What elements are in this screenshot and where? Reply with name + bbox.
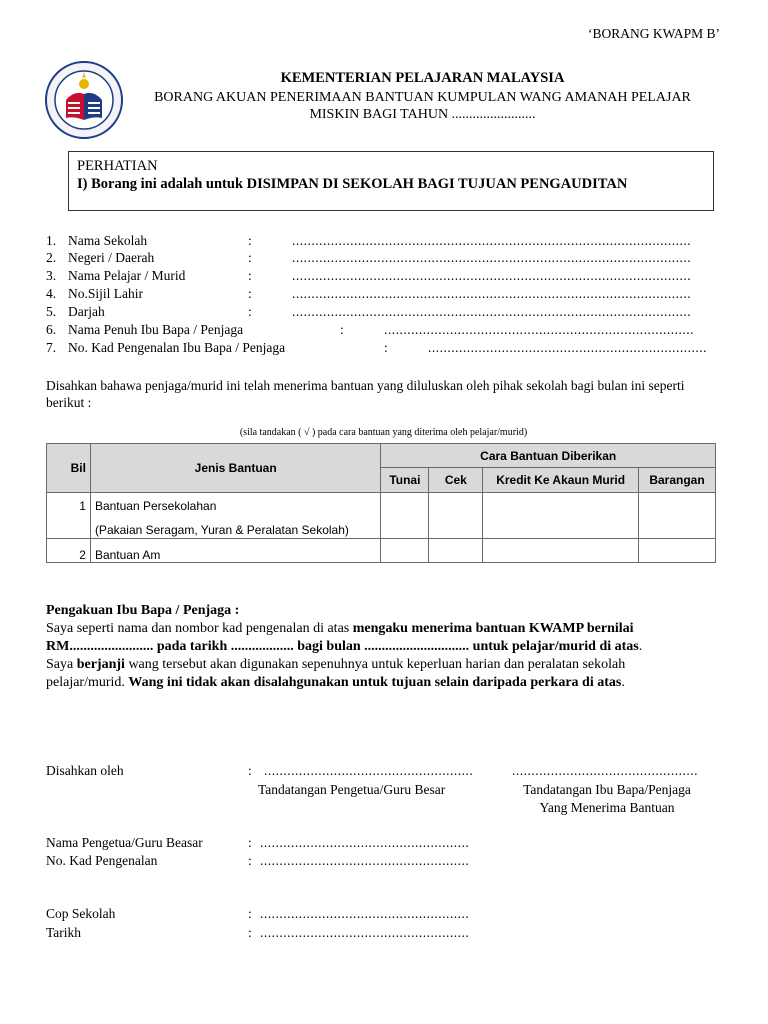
header-barangan: Barangan xyxy=(639,468,716,493)
ack-amount-line[interactable]: RM........................ pada tarikh .................. bagi bulan .............................. untuk pelajar/murid di atas xyxy=(46,639,639,654)
signature-colon: : xyxy=(248,906,252,921)
row-jenis-sub: (Pakaian Seragam, Yuran & Peralatan Sekolah) xyxy=(94,523,349,537)
principal-signature-line[interactable]: ...................................................... xyxy=(264,763,474,778)
aid-table xyxy=(46,443,716,563)
field-dotted-line[interactable]: ....................................................................................................... xyxy=(292,268,692,283)
form-title-line2: MISKIN BAGI TAHUN ........................ xyxy=(309,107,536,122)
ack-text: . xyxy=(621,675,625,690)
date-line[interactable]: ...................................................... xyxy=(260,925,470,940)
ack-text-bold: berjanji xyxy=(76,657,125,672)
school-stamp-label: Cop Sekolah xyxy=(46,906,116,921)
parent-signature-caption-1: Tandatangan Ibu Bapa/Penjaga xyxy=(523,782,691,797)
field-number: 7. xyxy=(46,340,57,355)
header-bil: Bil xyxy=(47,444,91,493)
field-dotted-line[interactable]: ....................................................................................................... xyxy=(292,233,692,248)
principal-name-label: Nama Pengetua/Guru Beasar xyxy=(46,835,203,850)
ack-text-bold: Wang ini tidak akan disalahgunakan untuk tujuan selain daripada perkara di atas xyxy=(128,675,622,690)
table-row xyxy=(47,539,716,563)
verified-by-label: Disahkan oleh xyxy=(46,763,124,778)
field-dotted-line[interactable]: ........................................................................ xyxy=(428,340,707,355)
ack-text: wang tersebut akan digunakan sepenuhnya untuk keperluan harian dan peralatan sekolah xyxy=(124,657,626,672)
header-cek: Cek xyxy=(429,468,483,493)
header-kredit: Kredit Ke Akaun Murid xyxy=(483,468,639,493)
field-dotted-line[interactable]: ................................................................................ xyxy=(384,322,694,337)
header-cara-bantuan: Cara Bantuan Diberikan xyxy=(381,444,716,468)
notice-title: PERHATIAN xyxy=(77,158,158,174)
field-label: Nama Sekolah xyxy=(68,233,148,248)
checkbox-cell-cek[interactable] xyxy=(429,539,483,563)
ack-text: pelajar/murid. xyxy=(46,675,129,690)
field-dotted-line[interactable]: ....................................................................................................... xyxy=(292,304,692,319)
parent-signature-line[interactable]: ................................................ xyxy=(512,763,698,778)
signature-colon: : xyxy=(248,763,252,778)
field-colon: : xyxy=(340,322,344,337)
ack-text: Saya seperti nama dan nombor kad pengenalan di atas xyxy=(46,621,353,636)
checkbox-cell-kredit[interactable] xyxy=(483,539,639,563)
field-number: 6. xyxy=(46,322,57,337)
date-label: Tarikh xyxy=(46,925,82,940)
field-label: Nama Penuh Ibu Bapa / Penjaga xyxy=(68,322,244,337)
field-colon: : xyxy=(384,340,388,355)
form-code: ‘BORANG KWAPM B’ xyxy=(587,26,720,41)
checkbox-cell-barangan[interactable] xyxy=(639,493,716,539)
field-label: Darjah xyxy=(68,304,105,319)
field-parent-ic[interactable] xyxy=(46,340,726,357)
principal-name-line[interactable]: ...................................................... xyxy=(260,835,470,850)
signature-colon: : xyxy=(248,925,252,940)
field-number: 3. xyxy=(46,268,57,283)
ack-text: . xyxy=(638,639,643,654)
field-number: 4. xyxy=(46,286,57,301)
field-colon: : xyxy=(248,286,252,301)
row-jenis-label: Bantuan Am xyxy=(90,539,380,563)
checkbox-cell-tunai[interactable] xyxy=(381,493,429,539)
field-label: No. Kad Pengenalan Ibu Bapa / Penjaga xyxy=(68,340,286,355)
field-class[interactable] xyxy=(46,304,726,321)
checkbox-cell-cek[interactable] xyxy=(429,493,483,539)
row-jenis-label: Bantuan Persekolahan xyxy=(94,499,217,513)
field-number: 5. xyxy=(46,304,57,319)
ic-number-label: No. Kad Pengenalan xyxy=(46,853,158,868)
field-label: Nama Pelajar / Murid xyxy=(68,268,186,283)
field-colon: : xyxy=(248,304,252,319)
field-number: 1. xyxy=(46,233,57,248)
form-title-line1: BORANG AKUAN PENERIMAAN BANTUAN KUMPULAN WANG AMANAH PELAJAR xyxy=(154,90,691,105)
field-birth-cert[interactable] xyxy=(46,286,726,303)
field-dotted-line[interactable]: ....................................................................................................... xyxy=(292,286,692,301)
field-colon: : xyxy=(248,233,252,248)
school-stamp-line[interactable]: ...................................................... xyxy=(260,906,470,921)
field-parent-name[interactable] xyxy=(46,322,726,339)
table-row xyxy=(47,493,716,539)
parent-signature-caption-2: Yang Menerima Bantuan xyxy=(539,800,675,815)
row-bil: 2 xyxy=(47,539,91,563)
ministry-title: KEMENTERIAN PELAJARAN MALAYSIA xyxy=(280,70,565,86)
field-colon: : xyxy=(248,250,252,265)
principal-signature-caption: Tandatangan Pengetua/Guru Besar xyxy=(258,782,446,797)
ministry-logo-icon xyxy=(44,60,124,140)
checkbox-cell-kredit[interactable] xyxy=(483,493,639,539)
signature-colon: : xyxy=(248,853,252,868)
field-colon: : xyxy=(248,268,252,283)
field-school-name[interactable] xyxy=(46,233,726,250)
notice-box xyxy=(68,151,714,211)
field-number: 2. xyxy=(46,250,57,265)
field-label: Negeri / Daerah xyxy=(68,250,155,265)
row-bil: 1 xyxy=(47,493,91,539)
row-jenis xyxy=(90,493,380,539)
instruction-text: (sila tandakan ( √ ) pada cara bantuan yang diterima oleh pelajar/murid) xyxy=(239,427,528,438)
field-label: No.Sijil Lahir xyxy=(68,286,143,301)
field-state-district[interactable] xyxy=(46,250,726,267)
acknowledgement-title: Pengakuan Ibu Bapa / Penjaga : xyxy=(46,603,240,618)
checkbox-cell-barangan[interactable] xyxy=(639,539,716,563)
signature-colon: : xyxy=(248,835,252,850)
confirmation-text: Disahkan bahawa penjaga/murid ini telah menerima bantuan yang diluluskan oleh pihak sekolah bagi bulan ini seperti berikut : xyxy=(46,378,685,410)
header-tunai: Tunai xyxy=(381,468,429,493)
header-jenis-bantuan: Jenis Bantuan xyxy=(90,444,380,493)
field-dotted-line[interactable]: ....................................................................................................... xyxy=(292,250,692,265)
field-student-name[interactable] xyxy=(46,268,726,285)
acknowledgement-block xyxy=(46,602,726,692)
checkbox-cell-tunai[interactable] xyxy=(381,539,429,563)
notice-text: I) Borang ini adalah untuk DISIMPAN DI SEKOLAH BAGI TUJUAN PENGAUDITAN xyxy=(77,176,628,192)
ic-number-line[interactable]: ...................................................... xyxy=(260,853,470,868)
ack-text: Saya xyxy=(46,657,77,672)
ack-text-bold: mengaku menerima bantuan KWAMP bernilai xyxy=(352,621,634,636)
